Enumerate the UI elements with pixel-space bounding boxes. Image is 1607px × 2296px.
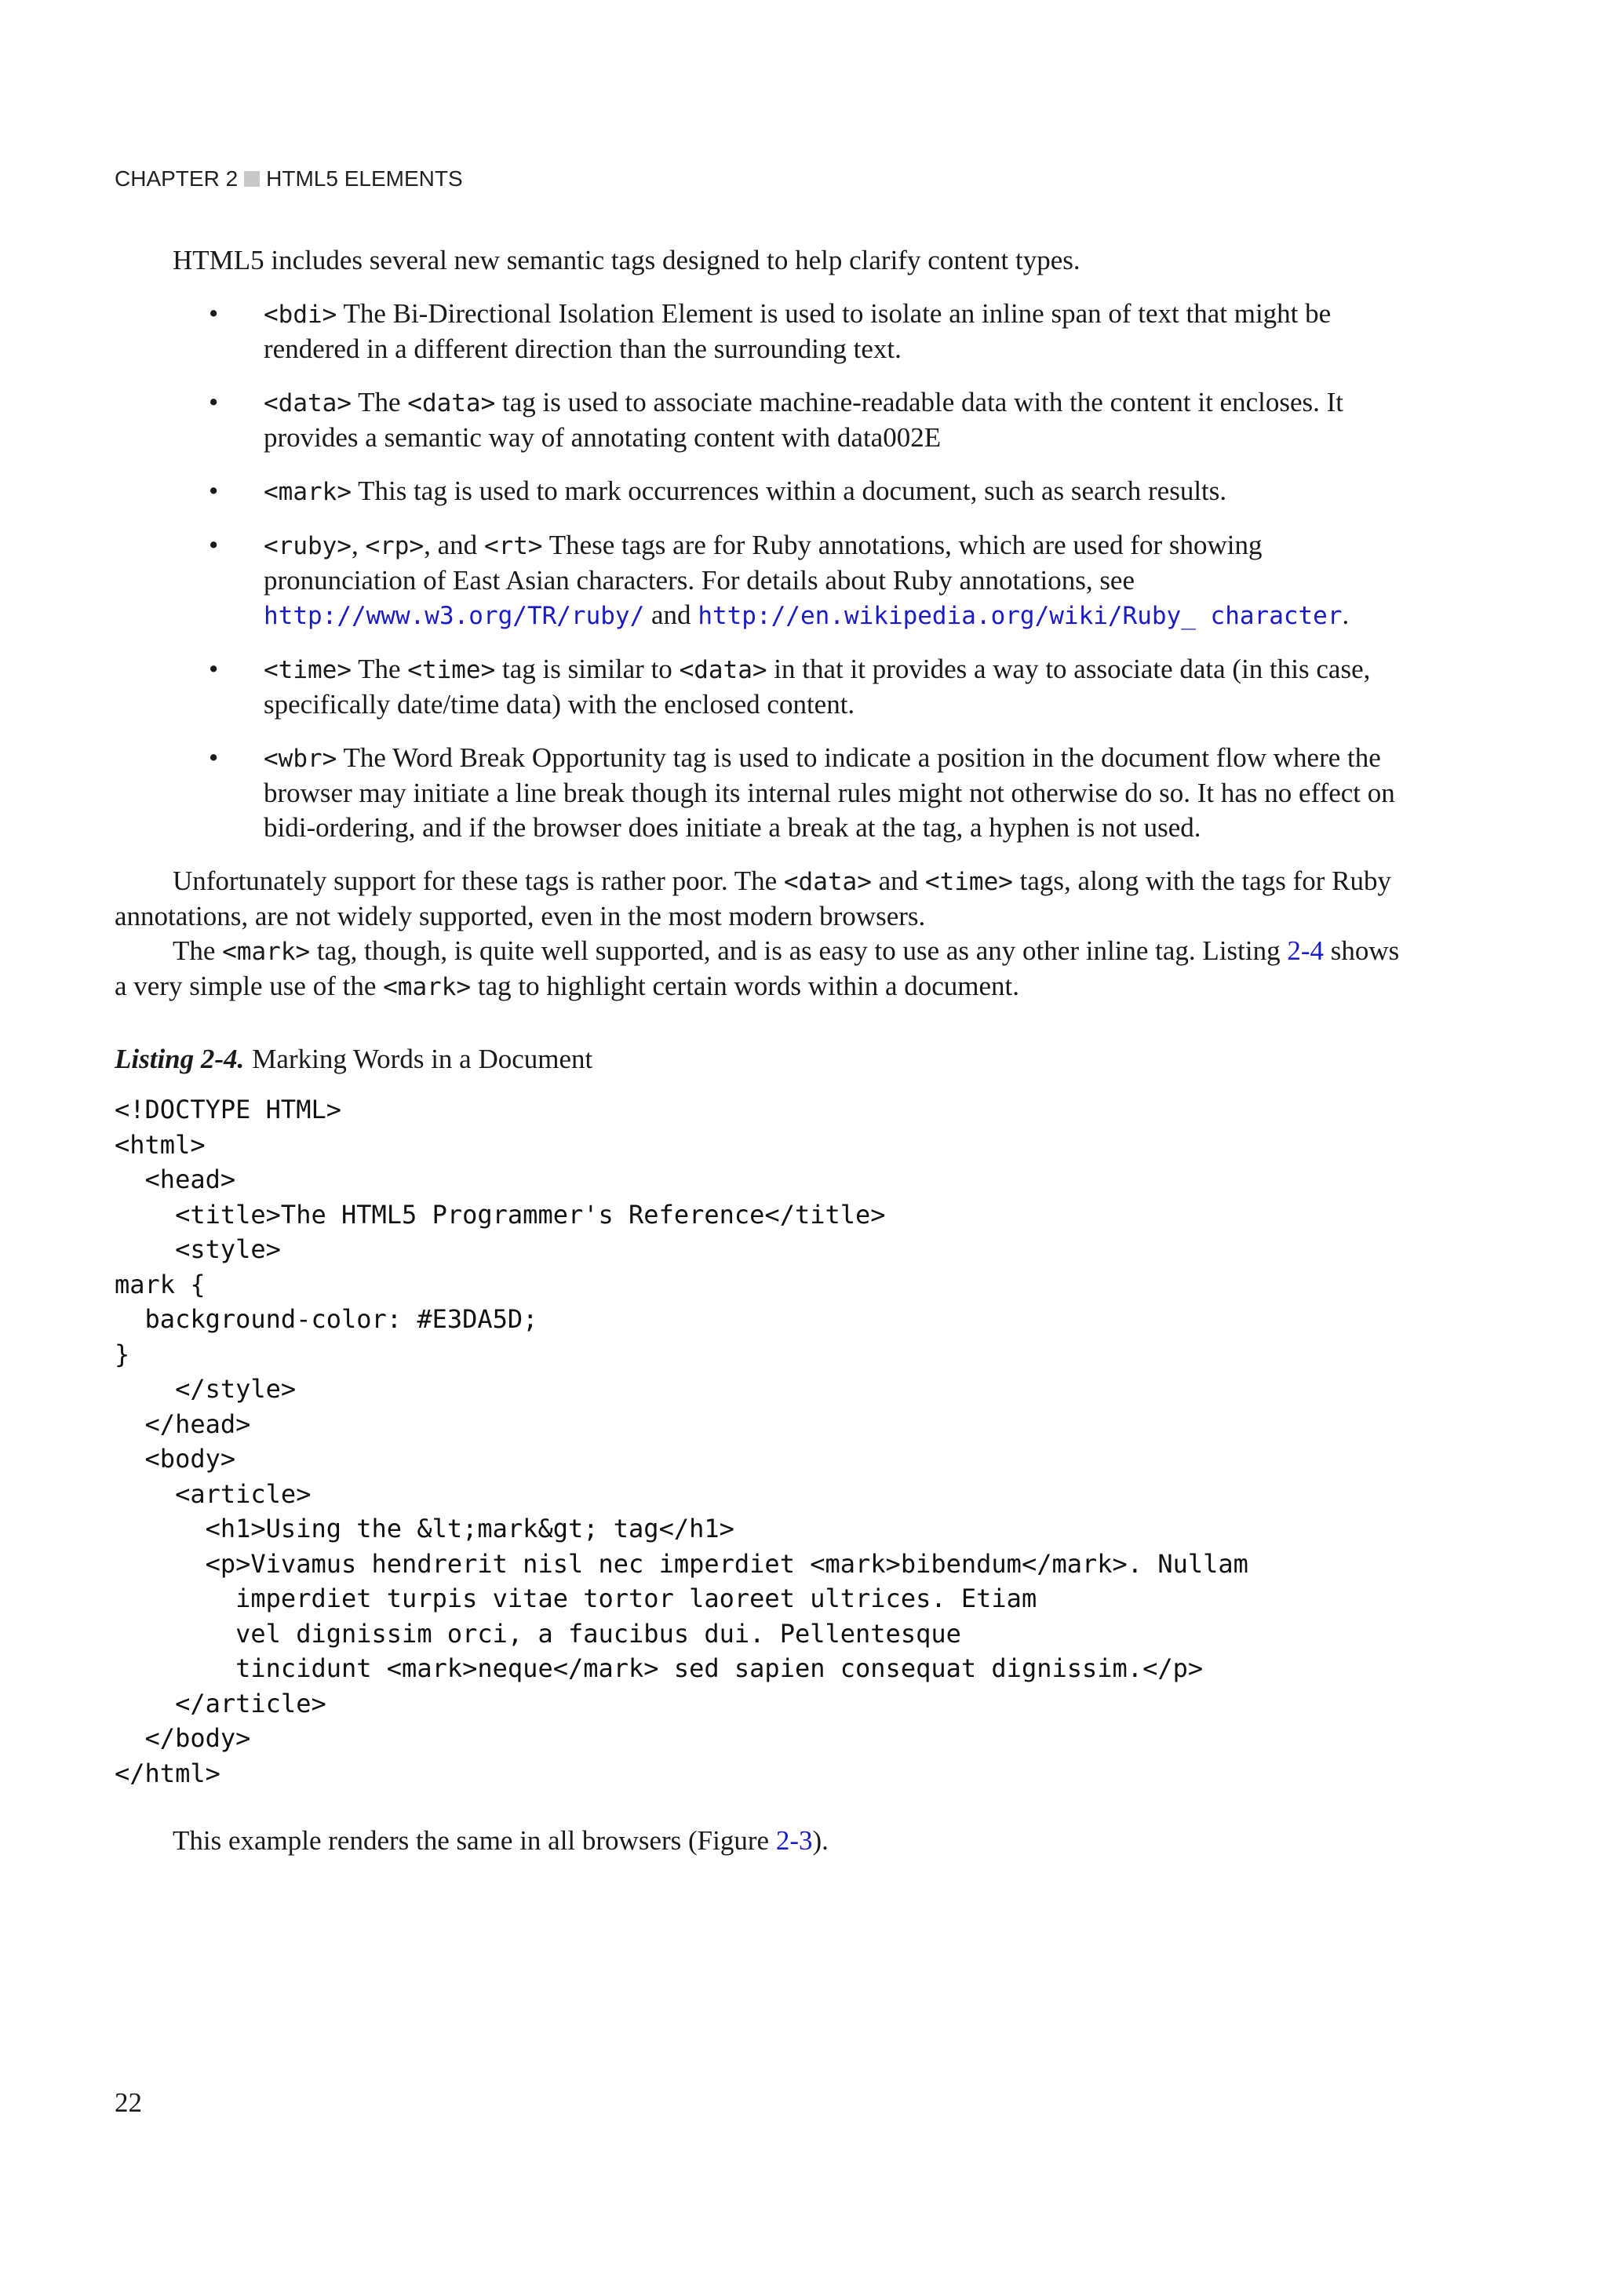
tag-code: <time>: [924, 868, 1013, 896]
page-number: 22: [115, 2087, 142, 2118]
support-paragraph: [115, 864, 1417, 934]
item-text: in that it provides a way to associate data (in this case, specifically date/time data) with the enclosed content.: [264, 654, 1371, 720]
mark-paragraph: [115, 934, 1417, 1004]
list-item-wbr: [115, 741, 1417, 845]
paragraph-text: tags, along with the tags for Ruby annotations, are not widely supported, even in the most modern browsers.: [115, 866, 1392, 931]
tag-code: <data>: [264, 389, 352, 417]
item-text: These tags are for Ruby annotations, which are used for showing pronunciation of East Asian characters. For details about Ruby annotations, see: [264, 530, 1263, 596]
tag-code: <rp>: [365, 532, 425, 560]
item-text: .: [1342, 600, 1350, 630]
listing-title: Marking Words in a Document: [252, 1044, 593, 1074]
page-body: [115, 243, 1417, 1858]
header-separator-square: [244, 171, 260, 187]
semantic-tags-list: [115, 297, 1417, 845]
bullet-icon: •: [209, 530, 219, 560]
list-item-data: [115, 385, 1417, 455]
running-header: [115, 166, 463, 191]
listing-caption: [115, 1042, 1417, 1077]
bullet-icon: •: [209, 298, 219, 329]
tag-code: <ruby>: [264, 532, 352, 560]
item-text: The: [351, 654, 408, 684]
w3-ruby-link[interactable]: http://www.w3.org/TR/ruby/: [264, 602, 645, 630]
item-text: and: [644, 600, 698, 630]
tag-code: <wbr>: [264, 745, 337, 773]
item-text: This tag is used to mark occurrences within a document, such as search results.: [351, 476, 1227, 506]
tag-code: <data>: [407, 389, 496, 417]
item-text: The Word Break Opportunity tag is used to indicate a position in the document flow where the browser may initiate a line break though its internal rules might not otherwise do so. It has no effect on bidi-ordering, and if the browser does initiate a break at the tag, a hyphen is not used.: [264, 742, 1395, 843]
chapter-title: HTML5 ELEMENTS: [266, 166, 463, 191]
listing-label: Listing 2-4.: [115, 1044, 245, 1074]
list-item-bdi: [115, 297, 1417, 366]
item-text: , and: [424, 530, 484, 560]
list-item-time: [115, 652, 1417, 722]
closing-paragraph: [173, 1824, 1417, 1858]
bullet-icon: •: [209, 742, 219, 773]
paragraph-text: Unfortunately support for these tags is rather poor. The: [173, 866, 784, 896]
item-text: tag is used to associate machine-readable data with the content it encloses. It provides a semantic way of annotating content with data002E: [264, 387, 1343, 453]
listing-reference-link[interactable]: 2-4: [1287, 935, 1325, 966]
tag-code: <time>: [264, 656, 352, 684]
item-text: tag is similar to: [495, 654, 680, 684]
tag-code: <rt>: [483, 532, 543, 560]
paragraph-text: The: [173, 935, 223, 966]
list-item-mark: [115, 474, 1417, 509]
tag-code: <mark>: [383, 973, 472, 1001]
item-text: The: [351, 387, 408, 417]
code-listing: <!DOCTYPE HTML> <html> <head> <title>The HTML5 Programmer's Reference</title> <style> mark { background-color: #E3DA5D; } </style> </head> <body> <article> <h1>Using the &lt;mark&gt; tag</h1> <p>Vivamus hendrerit nisl nec imperdiet <mark>bibendum</mark>. Nullam imperdiet turpis vitae tortor laoreet ultrices. Etiam vel dignissim orci, a faucibus dui. Pellentesque tincidunt <mark>neque</mark> sed sapien consequat dignissim.</p> </article> </body> </html>: [115, 1095, 1248, 1788]
tag-code: <time>: [407, 656, 496, 684]
item-text: The Bi-Directional Isolation Element is used to isolate an inline span of text that might be rendered in a different direction than the surrounding text.: [264, 298, 1332, 364]
intro-paragraph: HTML5 includes several new semantic tags designed to help clarify content types.: [173, 245, 1080, 275]
tag-code: <bdi>: [264, 301, 337, 329]
chapter-label: CHAPTER 2: [115, 166, 239, 191]
tag-code: <data>: [783, 868, 872, 896]
list-item-ruby: [115, 528, 1417, 633]
paragraph-text: This example renders the same in all browsers (Figure: [173, 1825, 776, 1856]
bullet-icon: •: [209, 654, 219, 684]
figure-reference-link[interactable]: 2-3: [775, 1825, 813, 1856]
paragraph-text: tag, though, is quite well supported, and is as easy to use as any other inline tag. Listing: [310, 935, 1288, 966]
paragraph-text: shows a very simple use of the: [115, 935, 1400, 1001]
paragraph-text: and: [871, 866, 925, 896]
wikipedia-ruby-link[interactable]: http://en.wikipedia.org/wiki/Ruby_ character: [698, 602, 1343, 630]
bullet-icon: •: [209, 476, 219, 506]
paragraph-text: tag to highlight certain words within a document.: [471, 971, 1019, 1001]
paragraph-text: ).: [812, 1825, 829, 1856]
tag-code: <mark>: [264, 478, 352, 506]
item-text: ,: [351, 530, 366, 560]
bullet-icon: •: [209, 387, 219, 417]
tag-code: <mark>: [222, 938, 311, 966]
tag-code: <data>: [679, 656, 767, 684]
